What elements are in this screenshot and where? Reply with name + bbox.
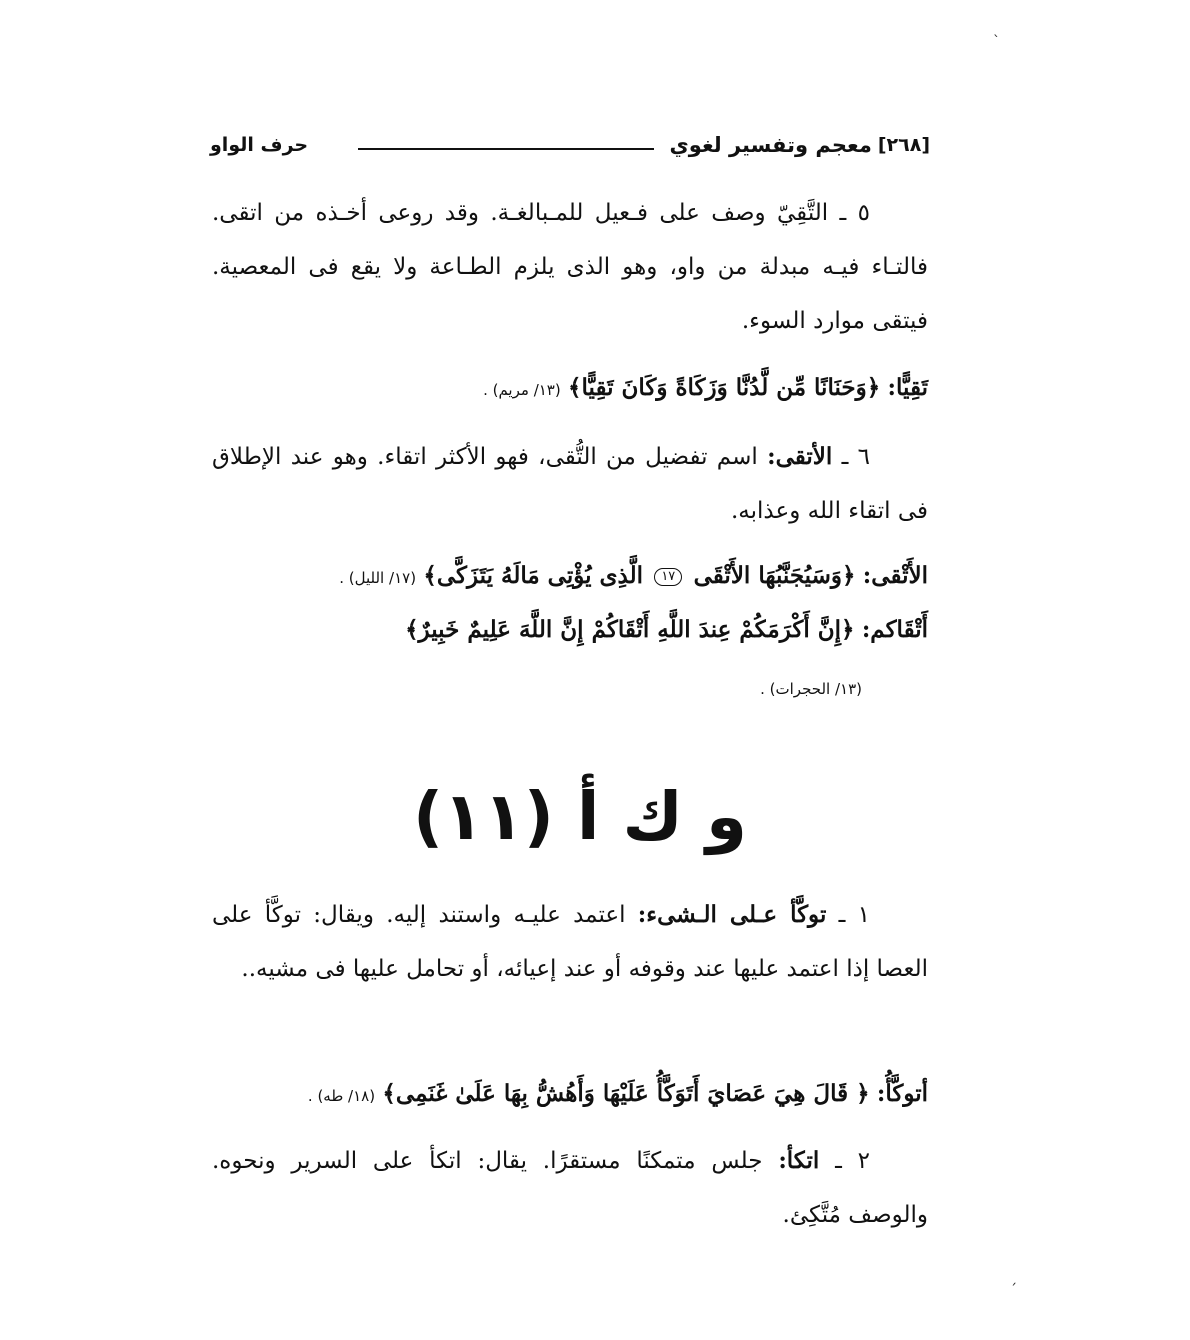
entry-number: ٦ ـ bbox=[841, 444, 871, 470]
entry-atqa bbox=[212, 430, 928, 538]
verse-reference: (١٣/ الحجرات) . bbox=[760, 680, 862, 698]
quran-verse: ﴿وَحَنَانًا مِّن لَّدُنَّا وَزَكَاةً وَكَانَ تَقِيًّا﴾ bbox=[568, 374, 881, 401]
entry-text-rest: والوصف مُتَّكِئ. bbox=[782, 1202, 928, 1228]
scan-speck: ˏ bbox=[1010, 1270, 1017, 1286]
entry-headword: الأتقى: bbox=[767, 443, 833, 470]
quote-atqakum bbox=[212, 610, 986, 650]
verse-reference: (١٨/ طه) . bbox=[307, 1087, 376, 1105]
verse-reference: (١٣/ مريم) . bbox=[483, 381, 561, 399]
entry-text-rest: اتقى. فالتـاء فيـه مبدلة من واو، وهو الذى يلزم الطـاعة ولا يقع فى المعصية. فيتقى موارد السوء. bbox=[212, 200, 928, 334]
entry-number: ٢ ـ bbox=[835, 1148, 870, 1174]
entry-text-lead: اسم تفضيل من التُّقى، فهو الأكثر اتقاء. وهو عند bbox=[290, 444, 758, 470]
entry-taqiy bbox=[212, 186, 928, 348]
quote-headword: الأَتْقى: bbox=[862, 562, 928, 589]
chapter-title: حرف الواو bbox=[210, 134, 309, 156]
quran-verse: ﴿وَسَيُجَنَّبُهَا الأَتْقَى bbox=[693, 562, 856, 589]
entry-text-lead: اعتمد عليـه واستند إليه. ويقال: توكَّأ bbox=[264, 902, 626, 928]
quote-atqa bbox=[212, 556, 986, 598]
page-number: [٢٦٨] bbox=[877, 134, 930, 156]
quran-verse-continued: الَّذِى يُؤْتِى مَالَهُ يَتَزَكَّى﴾ bbox=[423, 562, 644, 589]
entry-headword: اتكأ: bbox=[778, 1147, 820, 1174]
quote-headword: أَتْقَاكم: bbox=[861, 616, 928, 643]
entry-headword: توكَّأ عـلى الـشىء: bbox=[637, 901, 827, 928]
quote-headword: تَقِيًّا: bbox=[887, 374, 928, 401]
entry-text-rest: على العصا إذا اعتمد عليها عند وقوفه أو عند إعيائه، أو تحامل عليها فى مشيه.. bbox=[212, 902, 928, 982]
entry-tawakka bbox=[212, 888, 928, 996]
quran-verse: ﴿ قَالَ هِيَ عَصَايَ أَتَوَكَّأُ عَلَيْهَا وَأَهُشُّ بِهَا عَلَىٰ غَنَمِى﴾ bbox=[382, 1080, 870, 1107]
quran-verse: ﴿إِنَّ أَكْرَمَكُمْ عِندَ اللَّهِ أَتْقَاكُمْ إِنَّ اللَّهَ عَلِيمٌ خَبِيرٌ﴾ bbox=[405, 616, 855, 643]
entry-text-rest: الإطلاق فى اتقاء الله وعذابه. bbox=[212, 444, 928, 524]
root-heading: و ك أ (١١) bbox=[413, 778, 747, 855]
header-rule bbox=[358, 148, 653, 150]
scan-speck: ˋ bbox=[993, 34, 1000, 50]
entry-ittaka bbox=[212, 1134, 928, 1242]
verse-reference: (١٧/ الليل) . bbox=[339, 569, 417, 587]
entry-text-lead: جلس متمكنًا مستقرًا. يقال: اتكأ على السرير ونحوه. bbox=[212, 1148, 763, 1174]
entry-number: ٥ ـ bbox=[839, 200, 871, 226]
quote-tawakka bbox=[212, 1074, 986, 1116]
quote-taqiy bbox=[212, 368, 986, 410]
entry-number: ١ ـ bbox=[838, 902, 870, 928]
ayah-number-marker: ١٧ bbox=[654, 568, 682, 586]
entry-text-lead: التَّقِيّ وصف على فـعيل للمـبالغـة. وقد روعى أخـذه من bbox=[274, 200, 829, 226]
book-title: معجم وتفسير لغوي bbox=[669, 133, 872, 157]
running-header bbox=[210, 128, 930, 162]
quote-headword: أتوكَّأُ: bbox=[876, 1080, 928, 1107]
